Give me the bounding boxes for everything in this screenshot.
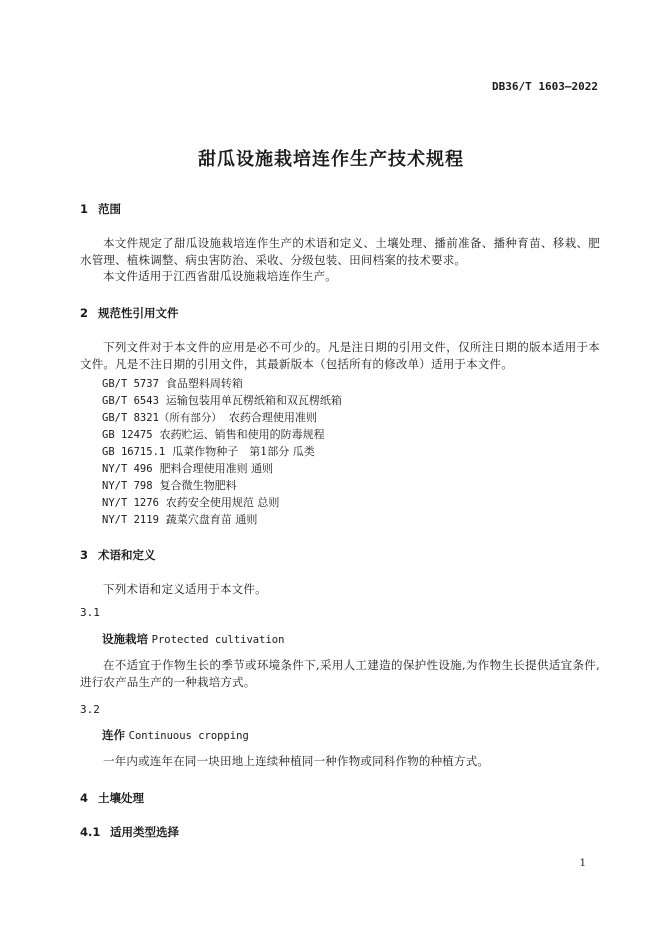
term-english: Protected cultivation <box>151 634 285 646</box>
section-4-heading <box>80 790 144 806</box>
standard-code: DB36/T 1603—2022 <box>492 80 598 93</box>
reference-code: NY/T 798 <box>102 480 153 492</box>
reference-item <box>102 477 237 493</box>
reference-title: 肥料合理使用准则 通则 <box>159 462 274 475</box>
reference-item <box>102 392 342 408</box>
reference-title: 农药贮运、销售和使用的防毒规程 <box>159 428 325 441</box>
scope-paragraph-2: 本文件适用于江西省甜瓜设施栽培连作生产。 <box>103 269 337 283</box>
scope-paragraph-1: 本文件规定了甜瓜设施栽培连作生产的术语和定义、土壤处理、播前准备、播种育苗、移栽、肥水管理、植株调整、病虫害防治、采收、分级包装、田间档案的技术要求。 <box>80 236 600 267</box>
term-definition: 在不适宜于作物生长的季节或环境条件下,采用人工建造的保护性设施,为作物生长提供适宜条件,进行农产品生产的一种栽培方式。 <box>80 658 600 689</box>
section-number: 2 <box>80 306 89 320</box>
section-3-heading <box>80 547 156 563</box>
reference-title: 蔬菜穴盘育苗 通则 <box>165 513 258 526</box>
section-title: 术语和定义 <box>98 548 156 562</box>
reference-code: NY/T 496 <box>102 463 153 475</box>
reference-title: 复合微生物肥料 <box>159 479 237 492</box>
section-title: 土壤处理 <box>98 791 144 805</box>
subsection-number: 4.1 <box>80 825 101 839</box>
subsection-title: 适用类型选择 <box>110 825 179 839</box>
subsection-4-1-heading <box>80 824 179 840</box>
reference-code: GB/T 6543 <box>102 395 159 407</box>
reference-code: GB/T 8321（所有部分） <box>102 412 222 424</box>
reference-item <box>102 409 317 425</box>
term-number: 3.1 <box>80 606 100 619</box>
term-english: Continuous cropping <box>128 730 249 742</box>
page-number: 1 <box>579 858 586 869</box>
reference-title: 农药合理使用准则 <box>228 411 317 424</box>
document-title: 甜瓜设施栽培连作生产技术规程 <box>198 149 464 170</box>
reference-code: GB 16715.1 <box>102 446 166 458</box>
reference-item <box>102 375 243 391</box>
reference-title: 瓜菜作物种子 第1部分 瓜类 <box>172 445 315 458</box>
reference-item <box>102 494 279 510</box>
reference-code: GB/T 5737 <box>102 378 159 390</box>
reference-code: GB 12475 <box>102 429 153 441</box>
reference-title: 农药安全使用规范 总则 <box>165 496 280 509</box>
normative-references-paragraph: 下列文件对于本文件的应用是必不可少的。凡是注日期的引用文件，仅所注日期的版本适用于本文件。凡是不注日期的引用文件，其最新版本（包括所有的修改单）适用于本文件。 <box>80 340 600 371</box>
reference-title: 食品塑料周转箱 <box>165 377 243 390</box>
term-heading <box>102 631 284 647</box>
reference-item <box>102 460 273 476</box>
section-title: 规范性引用文件 <box>98 306 179 320</box>
reference-item <box>102 443 315 459</box>
reference-title: 运输包装用单瓦楞纸箱和双瓦楞纸箱 <box>165 394 342 407</box>
reference-code: NY/T 1276 <box>102 497 159 509</box>
term-number: 3.2 <box>80 703 100 716</box>
reference-item <box>102 426 325 442</box>
section-title: 范围 <box>98 202 121 216</box>
term-chinese: 设施栽培 <box>102 632 148 646</box>
section-2-heading <box>80 305 179 321</box>
terms-intro-paragraph: 下列术语和定义适用于本文件。 <box>103 582 267 596</box>
reference-code: NY/T 2119 <box>102 514 159 526</box>
term-definition: 一年内或连年在同一块田地上连续种植同一种作物或同科作物的种植方式。 <box>103 754 490 768</box>
section-number: 3 <box>80 548 89 562</box>
term-heading <box>102 727 249 743</box>
reference-item <box>102 511 257 527</box>
section-number: 4 <box>80 791 89 805</box>
section-number: 1 <box>80 202 89 216</box>
section-1-heading <box>80 201 121 217</box>
term-chinese: 连作 <box>102 728 125 742</box>
